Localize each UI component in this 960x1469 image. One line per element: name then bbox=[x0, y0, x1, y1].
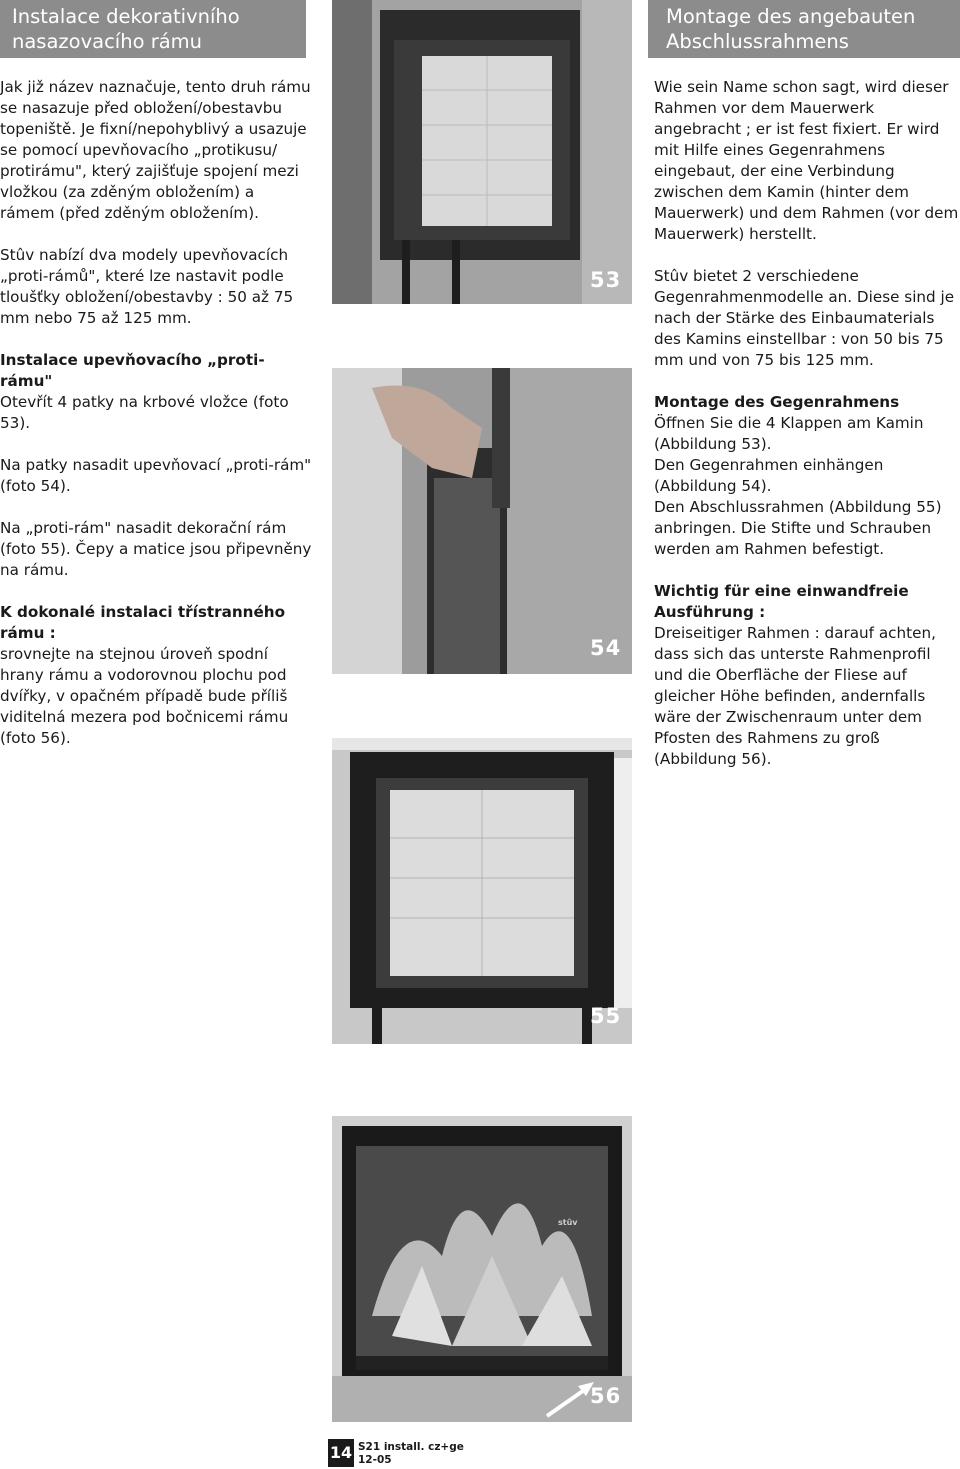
german-step-open-flaps: Öffnen Sie die 4 Klappen am Kamin (Abbildung 53). bbox=[654, 414, 924, 453]
photo-56 bbox=[332, 1116, 632, 1422]
decorative-frame-photo bbox=[332, 738, 632, 1044]
german-models-paragraph: Stûv bietet 2 verschiedene Gegenrahmenmodelle an. Diese sind je nach der Stärke des Einbaumaterials des Kamins einstellbar : von 50 bis 75 mm und von 75 bis 125 mm. bbox=[654, 267, 955, 369]
czech-step-open-feet: Otevřít 4 patky na krbové vložce (foto 53). bbox=[0, 393, 289, 432]
german-intro-paragraph: Wie sein Name schon sagt, wird dieser Rahmen vor dem Mauerwerk angebracht ; er ist fest fixiert. Er wird mit Hilfe eines Gegenrahmens eingebaut, der eine Verbindung zwischen dem Kamin (hinter dem Mauerwerk) und dem Rahmen (vor dem Mauerwerk) herstellt. bbox=[654, 78, 959, 243]
fireplace-insert-photo bbox=[332, 0, 632, 304]
counterframe-mounting-photo bbox=[332, 368, 632, 674]
czech-threesided-text: srovnejte na stejnou úroveň spodní hrany rámu a vodorovnou plochu pod dvířky, v opačném případě bude příliš viditelná mezera pod bočnicemi rámu (foto 56). bbox=[0, 645, 289, 747]
czech-subheading-install: Instalace upevňovacího „proti-rámu" bbox=[0, 351, 265, 390]
czech-step-mount-frame: Na „proti-rám" nasadit dekorační rám (foto 55). Čepy a matice jsou připevněny na rámu. bbox=[0, 519, 312, 579]
document-date: 12-05 bbox=[358, 1454, 392, 1466]
czech-models-paragraph: Stûv nabízí dva modely upevňovacích „proti-rámů", které lze nastavit podle tloušťky obložení/obestavby : 50 až 75 mm nebo 75 až 125 mm. bbox=[0, 246, 294, 327]
stuv-logo: stûv bbox=[558, 1218, 578, 1227]
german-step-hang-counterframe: Den Gegenrahmen einhängen (Abbildung 54). bbox=[654, 456, 884, 495]
photo-54 bbox=[332, 368, 632, 674]
photo-number-54: 54 bbox=[590, 636, 622, 660]
photo-number-55: 55 bbox=[590, 1004, 622, 1028]
german-subheading-important: Wichtig für eine einwandfreie Ausführung : bbox=[654, 582, 909, 621]
german-step-mount-frame: Den Abschlussrahmen (Abbildung 55) anbringen. Die Stifte und Schrauben werden am Rahmen befestigt. bbox=[654, 498, 942, 558]
czech-heading: Instalace dekorativního nasazovacího rámu bbox=[0, 0, 306, 58]
czech-step-mount-counterframe: Na patky nasadit upevňovací „proti-rám" (foto 54). bbox=[0, 456, 312, 495]
photo-number-53: 53 bbox=[590, 268, 622, 292]
photo-53 bbox=[332, 0, 632, 304]
czech-subheading-threesided: K dokonalé instalaci třístranného rámu : bbox=[0, 603, 286, 642]
czech-intro-paragraph: Jak již název naznačuje, tento druh rámu se nasazuje před obložení/obestavbu topeniště. Je fixní/nepohyblivý a usazuje se pomocí upevňovacího „protikusu/ protirámu", který zajišťuje spojení mezi vložkou (za zděným obložením) a rámem (před zděným obložením). bbox=[0, 78, 311, 222]
german-important-text: Dreiseitiger Rahmen : darauf achten, dass sich das unterste Rahmenprofil und die Oberfläche der Fliese auf gleicher Höhe befinden, andernfalls wäre der Zwischenraum unter dem Pfosten des Rahmens zu groß (Abbildung 56). bbox=[654, 624, 936, 768]
german-subheading-install: Montage des Gegenrahmens bbox=[654, 393, 900, 411]
photo-number-56: 56 bbox=[590, 1384, 622, 1408]
czech-column bbox=[0, 0, 312, 749]
czech-text bbox=[0, 77, 312, 749]
german-text bbox=[648, 77, 960, 770]
fireplace-with-fire-photo bbox=[332, 1116, 632, 1422]
photo-55 bbox=[332, 738, 632, 1044]
document-code: S21 install. cz+ge bbox=[358, 1441, 464, 1453]
german-column bbox=[648, 0, 960, 770]
german-heading: Montage des angebauten Abschlussrahmens bbox=[648, 0, 960, 58]
page-number: 14 bbox=[328, 1439, 354, 1467]
document-reference bbox=[358, 1441, 464, 1467]
